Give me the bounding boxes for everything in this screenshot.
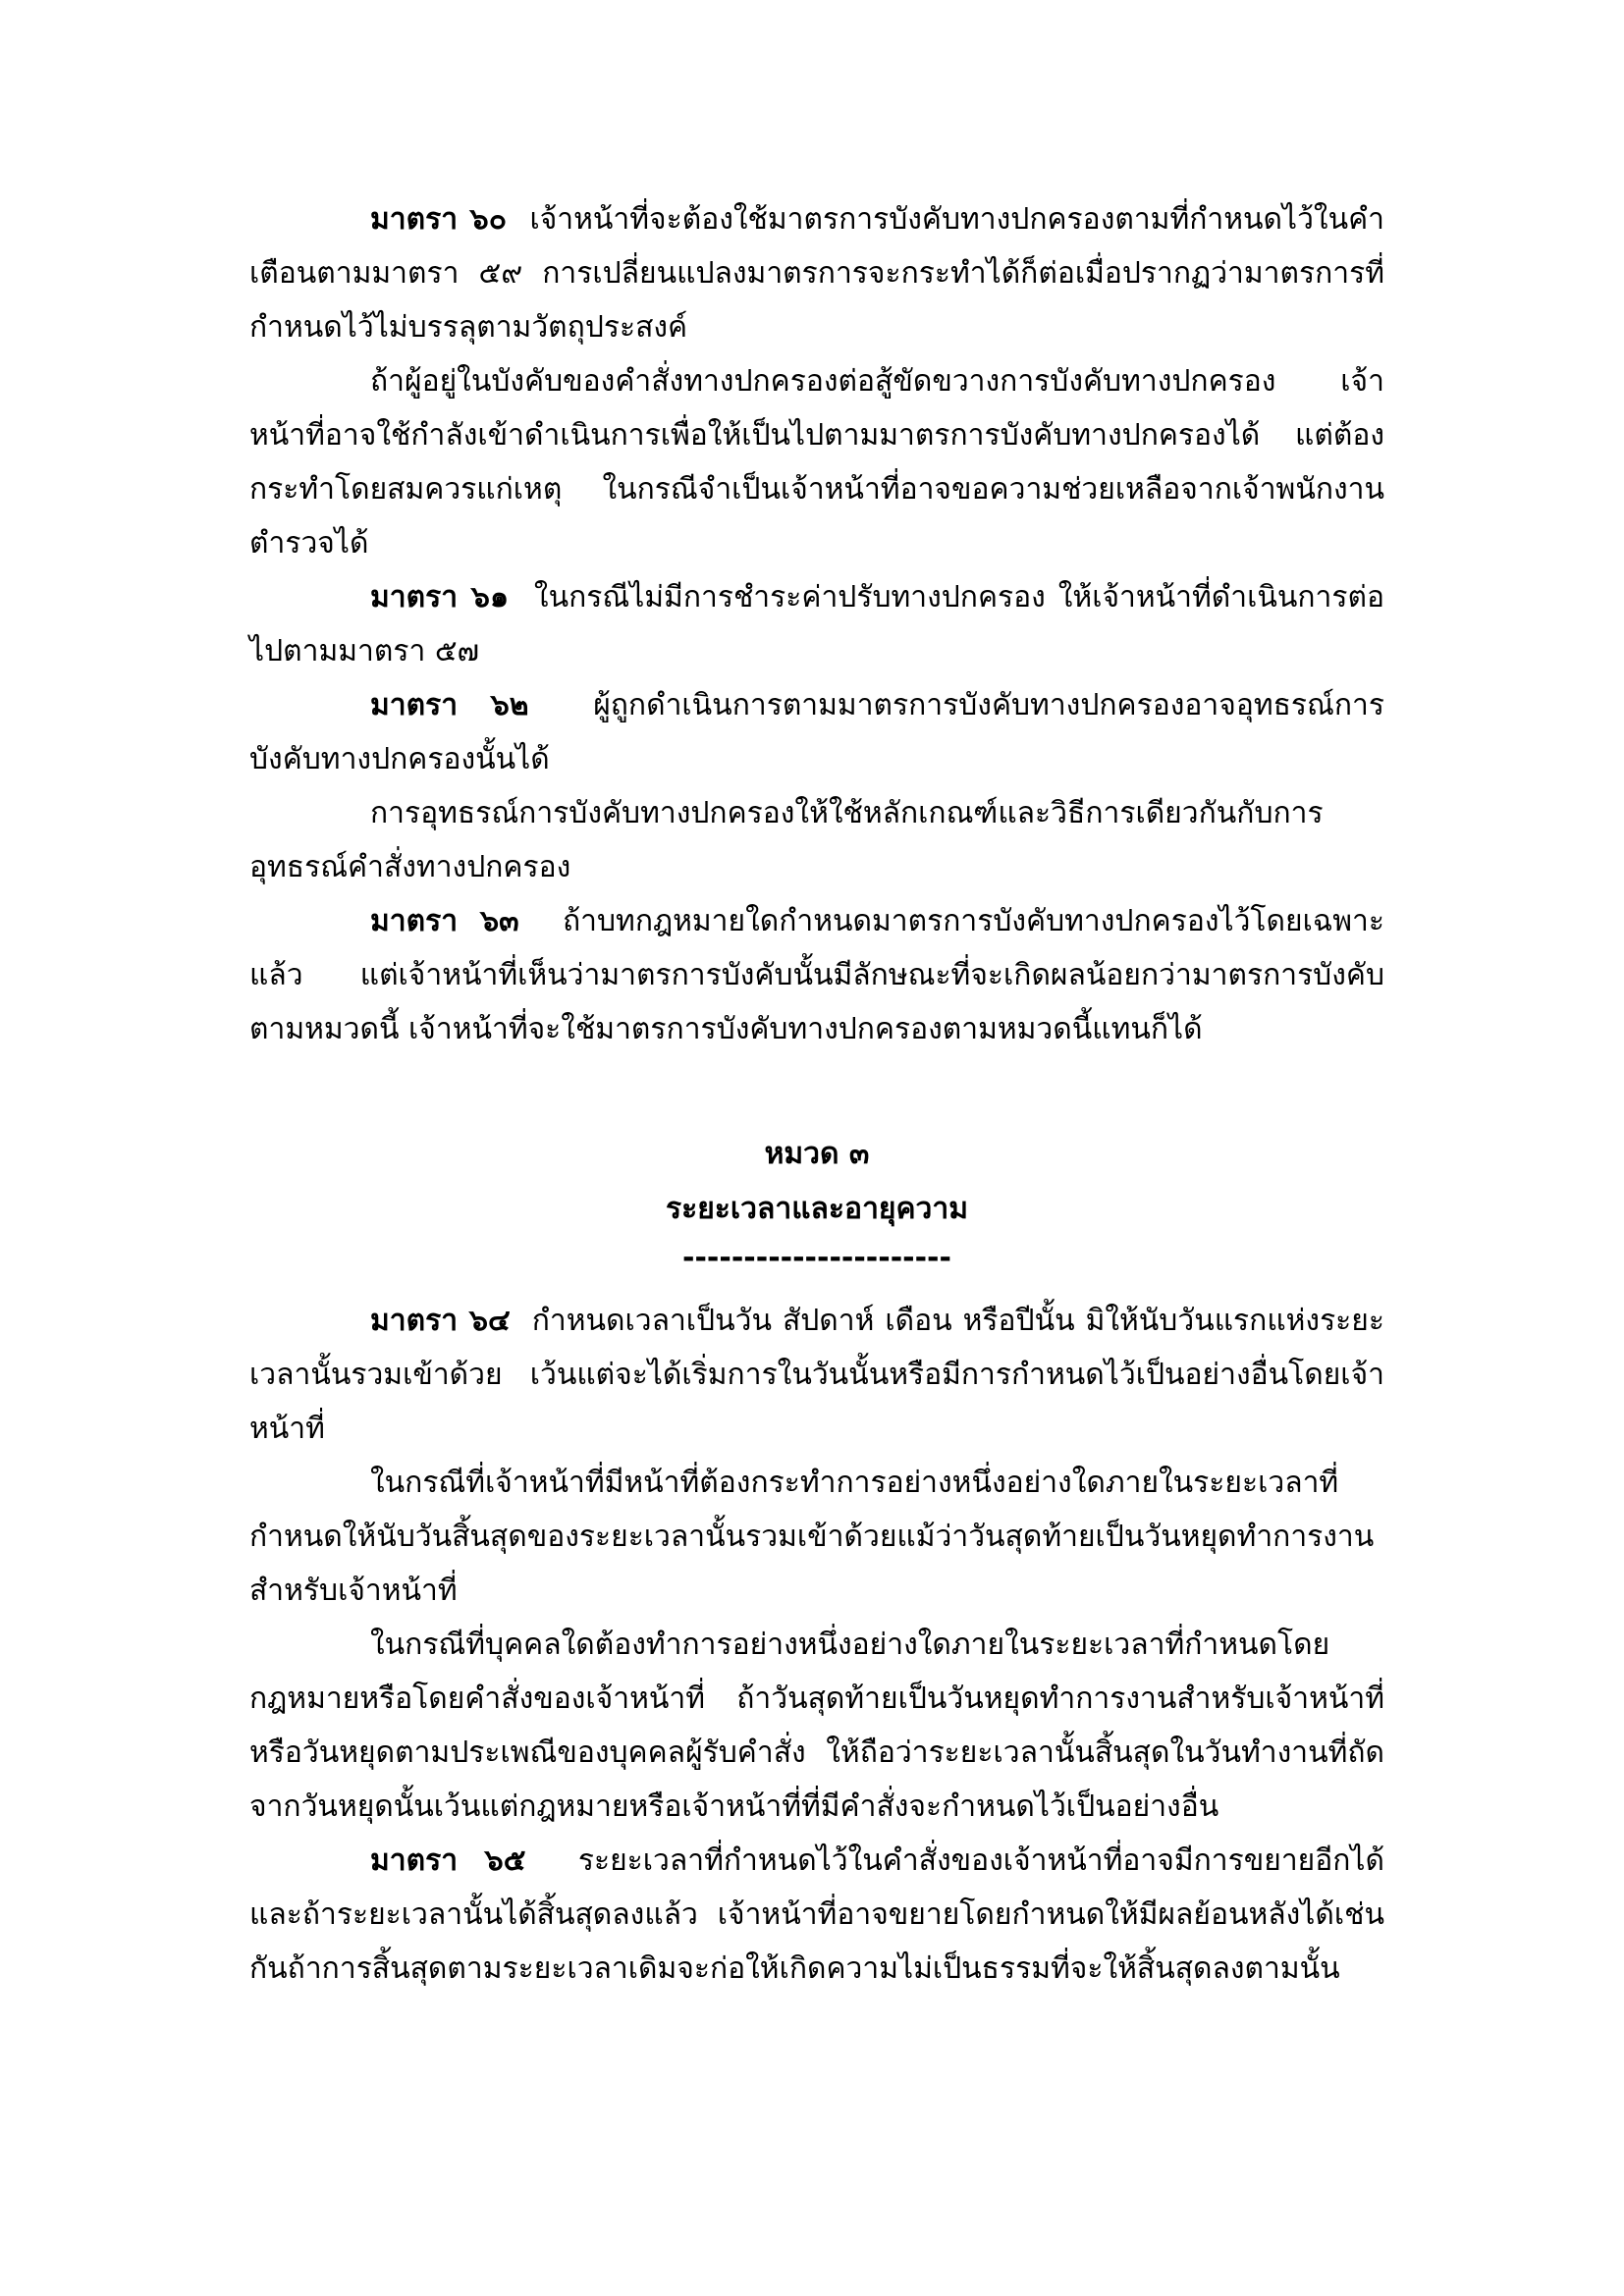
section-text: เจ้าหน้าที่จะต้องใช้มาตรการบังคับทางปกครองตามที่กำหนดไว้ในคำเตือนตามมาตรา ๕๙ การเปลี่ยนแปลงมาตรการจะกระทำได้ก็ต่อเมื่อปรากฏว่ามาตรการที่กำหนดไว้ไม่บรรลุตามวัตถุประสงค์ xyxy=(249,202,1384,345)
section-64-para-2 xyxy=(249,1456,1384,1618)
section-text: ระยะเวลาที่กำหนดไว้ในคำสั่งของเจ้าหน้าที่อาจมีการขยายอีกได้ และถ้าระยะเวลานั้นได้สิ้นสุดลงแล้ว เจ้าหน้าที่อาจขยายโดยกำหนดให้มีผลย้อนหลังได้เช่นกันถ้าการสิ้นสุดตามระยะเวลาเดิมจะก่อให้เกิดความไม่เป็นธรรมที่จะให้สิ้นสุดลงตามนั้น xyxy=(249,1843,1384,1986)
section-62-para-2 xyxy=(249,786,1384,894)
section-60-para-1 xyxy=(249,192,1384,354)
section-text: ในกรณีที่บุคคลใดต้องทำการอย่างหนึ่งอย่างใดภายในระยะเวลาที่กำหนดโดยกฎหมายหรือโดยคำสั่งของเจ้าหน้าที่ ถ้าวันสุดท้ายเป็นวันหยุดทำการงานสำหรับเจ้าหน้าที่หรือวันหยุดตามประเพณีของบุคคลผู้รับคำสั่ง ให้ถือว่าระยะเวลานั้นสิ้นสุดในวันทำงานที่ถัดจากวันหยุดนั้นเว้นแต่กฎหมายหรือเจ้าหน้าที่ที่มีคำสั่งจะกำหนดไว้เป็นอย่างอื่น xyxy=(249,1628,1384,1824)
section-64-para-3 xyxy=(249,1618,1384,1834)
section-label: มาตรา ๖๒ xyxy=(370,688,529,722)
section-text: ในกรณีที่เจ้าหน้าที่มีหน้าที่ต้องกระทำการอย่างหนึ่งอย่างใดภายในระยะเวลาที่กำหนดให้นับวันสิ้นสุดของระยะเวลานั้นรวมเข้าด้วยแม้ว่าวันสุดท้ายเป็นวันหยุดทำการงานสำหรับเจ้าหน้าที่ xyxy=(249,1466,1375,1608)
section-label: มาตรา ๖๐ xyxy=(370,202,508,237)
section-60-para-2 xyxy=(249,354,1384,570)
section-label: มาตรา ๖๕ xyxy=(370,1843,526,1878)
section-text: ในกรณีไม่มีการชำระค่าปรับทางปกครอง ให้เจ้าหน้าที่ดำเนินการต่อไปตามมาตรา ๕๗ xyxy=(249,580,1384,668)
section-text: การอุทธรณ์การบังคับทางปกครองให้ใช้หลักเกณฑ์และวิธีการเดียวกันกับการอุทธรณ์คำสั่งทางปกครอง xyxy=(249,796,1324,884)
section-text: ผู้ถูกดำเนินการตามมาตรการบังคับทางปกครองอาจอุทธรณ์การบังคับทางปกครองนั้นได้ xyxy=(249,688,1384,776)
document-body xyxy=(249,192,1384,1996)
section-text: ถ้าบทกฎหมายใดกำหนดมาตรการบังคับทางปกครองไว้โดยเฉพาะแล้ว แต่เจ้าหน้าที่เห็นว่ามาตรการบังคับนั้นมีลักษณะที่จะเกิดผลน้อยกว่ามาตรการบังคับตามหมวดนี้ เจ้าหน้าที่จะใช้มาตรการบังคับทางปกครองตามหมวดนี้แทนก็ได้ xyxy=(249,904,1385,1046)
chapter-heading xyxy=(249,1127,1384,1280)
section-63-para-1 xyxy=(249,894,1384,1056)
section-text: ถ้าผู้อยู่ในบังคับของคำสั่งทางปกครองต่อสู้ขัดขวางการบังคับทางปกครอง เจ้าหน้าที่อาจใช้กำลังเข้าดำเนินการเพื่อให้เป็นไปตามมาตรการบังคับทางปกครองได้ แต่ต้องกระทำโดยสมควรแก่เหตุ ในกรณีจำเป็นเจ้าหน้าที่อาจขอความช่วยเหลือจากเจ้าพนักงานตำรวจได้ xyxy=(249,364,1384,561)
section-text: กำหนดเวลาเป็นวัน สัปดาห์ เดือน หรือปีนั้น มิให้นับวันแรกแห่งระยะเวลานั้นรวมเข้าด้วย เว้นแต่จะได้เริ่มการในวันนั้นหรือมีการกำหนดไว้เป็นอย่างอื่นโดยเจ้าหน้าที่ xyxy=(249,1304,1384,1446)
section-label: มาตรา ๖๔ xyxy=(370,1304,511,1338)
section-62-para-1 xyxy=(249,678,1384,786)
section-label: มาตรา ๖๓ xyxy=(370,904,519,938)
section-64-para-1 xyxy=(249,1294,1384,1456)
chapter-divider: ---------------------- xyxy=(682,1241,951,1275)
chapter-subtitle: ระยะเวลาและอายุความ xyxy=(665,1192,969,1226)
chapter-title: หมวด ๓ xyxy=(764,1137,870,1171)
section-61-para-1 xyxy=(249,570,1384,678)
section-label: มาตรา ๖๑ xyxy=(370,580,510,614)
section-65-para-1 xyxy=(249,1834,1384,1996)
